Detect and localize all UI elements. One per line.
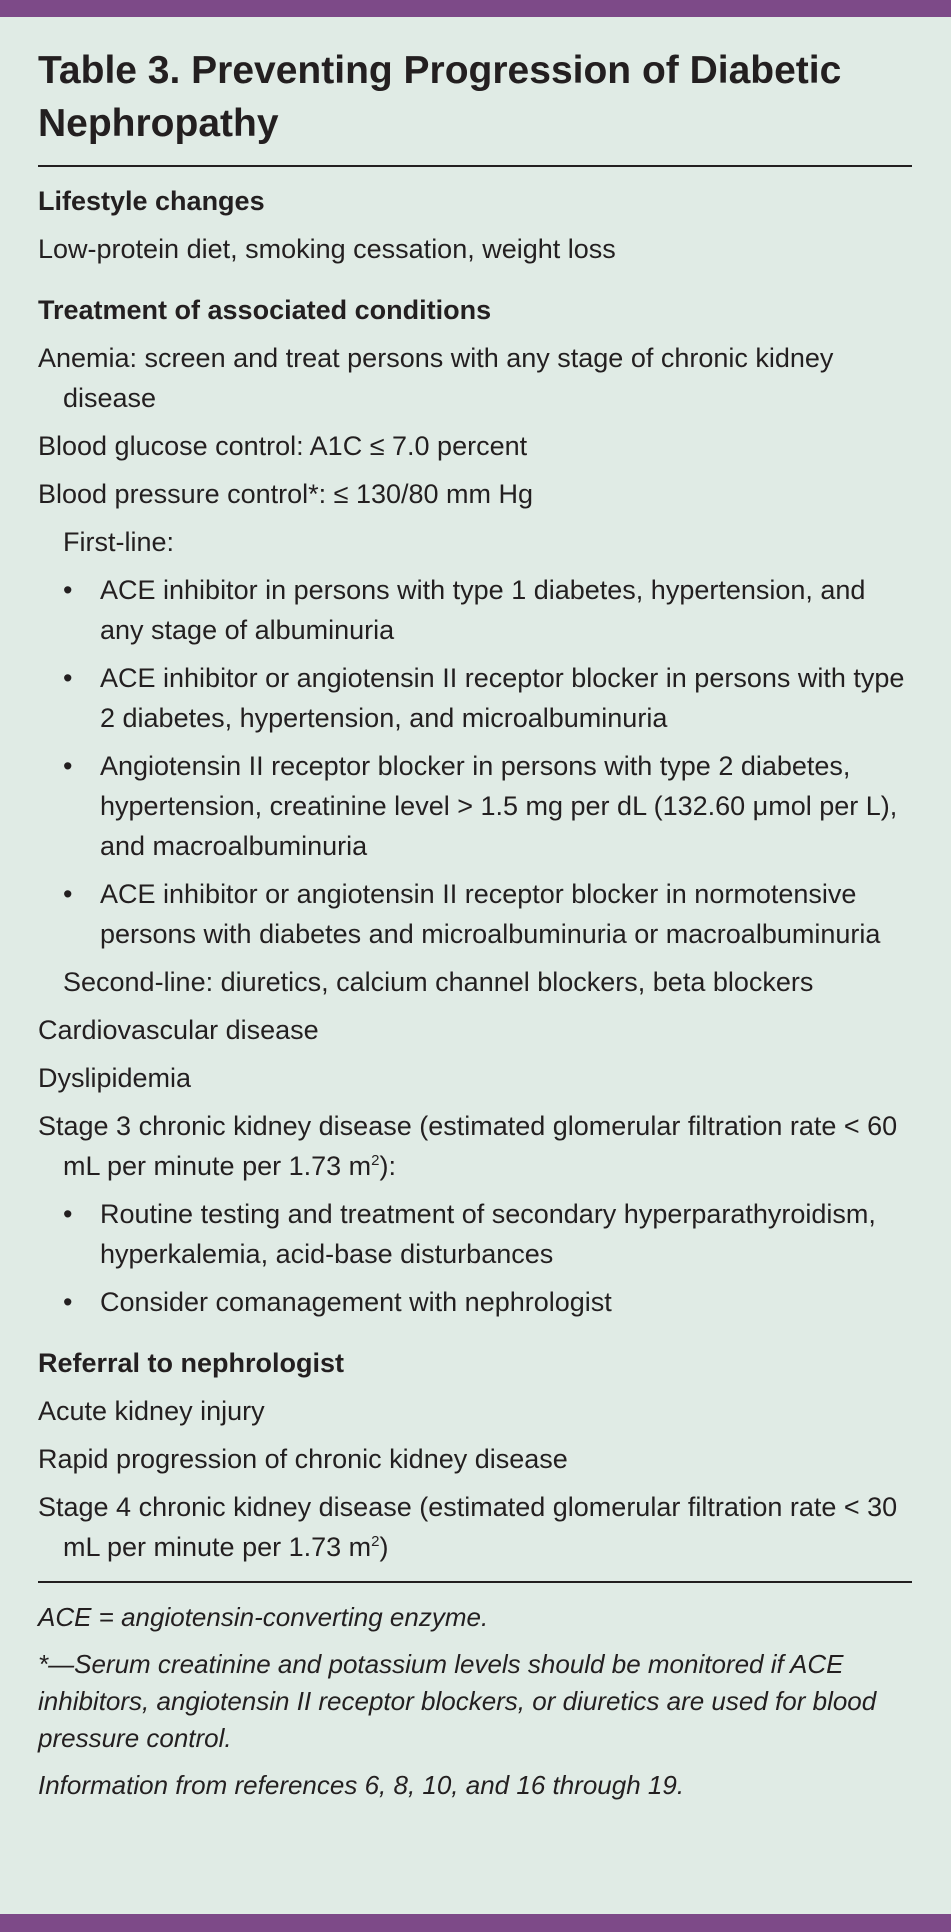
first-line-label: First-line: bbox=[63, 527, 175, 557]
stage4-text: Stage 4 chronic kidney disease (estimated glomerular filtration rate < 30 mL per minute per 1.73 m bbox=[38, 1492, 898, 1562]
stage3-end: ): bbox=[379, 1151, 396, 1181]
bullet-item bbox=[38, 874, 912, 954]
footnote-asterisk: *—Serum creatinine and potassium levels should be monitored if ACE inhibitors, angiotensin II receptor blockers, or diuretics are used for blood pressure control. bbox=[38, 1649, 877, 1753]
section-heading-treatment: Treatment of associated conditions bbox=[38, 295, 492, 325]
bullet-icon: • bbox=[63, 1199, 73, 1229]
table-title: Table 3. Preventing Progression of Diabetic Nephropathy bbox=[38, 49, 842, 145]
item-stage3 bbox=[38, 1106, 912, 1186]
bottom-accent-bar bbox=[0, 1914, 951, 1932]
bullet-item bbox=[38, 658, 912, 738]
footnote-source: Information from references 6, 8, 10, and 16 through 19. bbox=[38, 1770, 685, 1800]
top-accent-bar bbox=[0, 0, 951, 17]
superscript: 2 bbox=[371, 1152, 380, 1169]
item-anemia: Anemia: screen and treat persons with any stage of chronic kidney disease bbox=[38, 343, 834, 413]
table-box bbox=[38, 44, 912, 1804]
item-stage4 bbox=[38, 1487, 912, 1567]
superscript: 2 bbox=[371, 1533, 380, 1550]
item-dyslipidemia: Dyslipidemia bbox=[38, 1063, 192, 1093]
item-cvd: Cardiovascular disease bbox=[38, 1015, 319, 1045]
bullet-item bbox=[38, 570, 912, 650]
bullet-text: ACE inhibitor or angiotensin II receptor blocker in normotensive persons with diabetes and microalbuminuria or macroalbuminuria bbox=[100, 879, 881, 949]
bullet-icon: • bbox=[63, 575, 73, 605]
second-line-text: Second-line: diuretics, calcium channel blockers, beta blockers bbox=[63, 967, 814, 997]
bullet-text: Consider comanagement with nephrologist bbox=[100, 1287, 612, 1317]
stage4-end: ) bbox=[379, 1532, 389, 1562]
bullet-text: ACE inhibitor or angiotensin II receptor blocker in persons with type 2 diabetes, hypertension, and microalbuminuria bbox=[100, 663, 905, 733]
footnote-abbreviation: ACE = angiotensin-converting enzyme. bbox=[38, 1602, 489, 1632]
item-glucose: Blood glucose control: A1C ≤ 7.0 percent bbox=[38, 431, 528, 461]
section-heading-lifestyle: Lifestyle changes bbox=[38, 186, 265, 216]
lifestyle-text: Low-protein diet, smoking cessation, weight loss bbox=[38, 234, 616, 264]
bullet-icon: • bbox=[63, 879, 73, 909]
stage3-text: Stage 3 chronic kidney disease (estimated glomerular filtration rate < 60 mL per minute per 1.73 m bbox=[38, 1111, 898, 1181]
bullet-text: Angiotensin II receptor blocker in persons with type 2 diabetes, hypertension, creatinine level > 1.5 mg per dL (132.60 μmol per L), and macroalbuminuria bbox=[100, 751, 898, 861]
item-rapid-progression: Rapid progression of chronic kidney disease bbox=[38, 1444, 568, 1474]
bullet-text: ACE inhibitor in persons with type 1 diabetes, hypertension, and any stage of albuminuria bbox=[100, 575, 866, 645]
footer-rule bbox=[38, 1581, 912, 1583]
bullet-text: Routine testing and treatment of secondary hyperparathyroidism, hyperkalemia, acid-base disturbances bbox=[100, 1199, 876, 1269]
bullet-item bbox=[38, 1282, 912, 1322]
bullet-icon: • bbox=[63, 751, 73, 781]
item-bp: Blood pressure control*: ≤ 130/80 mm Hg bbox=[38, 479, 534, 509]
bullet-icon: • bbox=[63, 1287, 73, 1317]
bullet-icon: • bbox=[63, 663, 73, 693]
section-heading-referral: Referral to nephrologist bbox=[38, 1348, 345, 1378]
table-body bbox=[38, 181, 912, 1567]
item-aki: Acute kidney injury bbox=[38, 1396, 265, 1426]
title-rule bbox=[38, 165, 912, 167]
bullet-item bbox=[38, 1194, 912, 1274]
bullet-item bbox=[38, 746, 912, 866]
